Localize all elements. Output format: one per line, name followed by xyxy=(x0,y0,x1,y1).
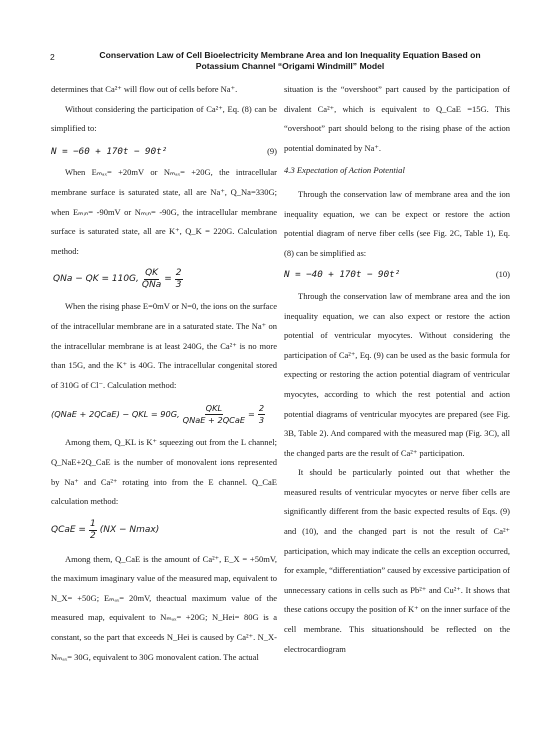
running-header xyxy=(80,50,500,72)
equation-part: QCaE = xyxy=(51,524,86,535)
equals-sign: = xyxy=(248,408,255,419)
equation-9 xyxy=(51,142,277,162)
equation-part: (QNaE + 2QCaE) − QKL = 90G, xyxy=(51,408,180,419)
paragraph: It should be particularly pointed out that whether the measured results of ventricular myocytes or nerve fiber cells are significantly different from the basic expected results of Eqs. (9) and (10), and the changed part is not the result of Ca²⁺ participation, which may indicate the cells an exception occurred, for example, “differentiation” caused by excessive participation of unnecessary cations in cells such as Pb²⁺ and Cu²⁺. It shows that these cations occupy the position of K⁺ on the inner surface of the cell membrane. This situationshould be reflected on the electrocardiogram xyxy=(284,467,510,654)
page-number: 2 xyxy=(50,52,55,62)
equation-b xyxy=(51,395,277,433)
fraction-numerator: 2 xyxy=(175,267,182,278)
equation-part: K = 110G, xyxy=(92,273,139,284)
equation-number: (9) xyxy=(267,145,277,156)
equation-part: (NX − Nmax) xyxy=(99,524,160,535)
header-line-2: Potassium Channel “Origami Windmill” Model xyxy=(195,61,385,71)
equation-text: N = −40 + 170t − 90t² xyxy=(284,269,401,281)
equation-part: Q xyxy=(53,273,61,284)
fraction-numerator: 1 xyxy=(89,519,96,530)
fraction-numerator: QK xyxy=(145,267,159,278)
paragraph: Through the conservation law of membrane area and the ion inequality equation, we can also expect or restore the action potential of ventricular myocytes. Without considering the participation of Ca²⁺, Eq. (9) can be used as the basic formula for expecting or restoring the action potential diagram of ventricular myocytes, according to which the rest potential and action potential diagrams of ventricular myocytes are prepared (see Fig. 3B, Table 2). And compared with the measured map (Fig. 3C), all the changed parts are the result of Ca²⁺ participation. xyxy=(284,290,510,458)
fraction xyxy=(183,403,245,426)
fraction-denominator: 3 xyxy=(175,279,182,290)
left-column xyxy=(51,80,277,667)
paragraph: When the rising phase E=0mV or N=0, the ions on the surface of the intracellular membrane are in a saturated state. The Na⁺ on the intracellular membrane is at least 240G, the Ca²⁺ is no more than 15G, and the K⁺ is 40G. The intracellular congenital stored of 310G of Cl⁻. Calculation method: xyxy=(51,301,277,390)
equals-sign: = xyxy=(164,273,172,284)
fraction-denominator: 2 xyxy=(89,531,96,542)
fraction xyxy=(175,268,183,291)
paragraph: Among them, Q_CaE is the amount of Ca²⁺, E_X = +50mV, the maximum imaginary value of the measured map, equivalent to N_X= +50G; Eₘₐₓ= 20mV, theactual maximum value of the measured map, equivalent to Nₘₐₓ= +20G; N_Hei= 80G is a constant, so the part that exceeds N_Hei is caused by Ca²⁺. N_X-Nₘₐₓ= 30G, equivalent to 30G monovalent cation. The actual xyxy=(51,553,277,662)
fraction xyxy=(142,268,161,291)
fraction-denominator: QNaE + 2QCaE xyxy=(182,414,246,425)
equation-part: Na − Q xyxy=(60,273,93,284)
equation-a xyxy=(51,261,277,297)
paragraph: Through the conservation law of membrane area and the ion inequality equation, we can be expect or restore the action potential diagram of nerve fiber cells (see Fig. 2C, Table 1), Eq. (8) can be simplified as: xyxy=(284,188,510,258)
right-column xyxy=(284,80,510,659)
paragraph: When Eₘₐₓ= +20mV or Nₘₐₓ= +20G, the intracellular membrane surface is saturated state, all are Na⁺, Q_Na=330G; when Eₘᵢₙ= -90mV or Nₘᵢₙ= -90G, the intracellular membrane surface is saturated state, all are K⁺, Q_K = 220G. Calculation method: xyxy=(51,167,277,256)
paragraph: determines that Ca²⁺ will flow out of cells before Na⁺. xyxy=(51,84,238,94)
fraction-denominator: QNa xyxy=(141,279,162,290)
header-line-1: Conservation Law of Cell Bioelectricity Membrane Area and Ion Inequality Equation Based on xyxy=(99,50,481,60)
equation-10 xyxy=(284,265,510,285)
fraction xyxy=(89,519,97,542)
fraction-numerator: QKL xyxy=(205,402,223,413)
paragraph: situation is the “overshoot” part caused by the participation of divalent Ca²⁺, which is equivalent to Q_CaE =15G. This “overshoot” part should belong to the rising phase of the action potential dominated by Na⁺. xyxy=(284,84,510,153)
equation-number: (10) xyxy=(495,269,510,280)
paragraph: Among them, Q_KL is K⁺ squeezing out from the L channel; Q_NaE+2Q_CaE is the number of monovalent ions represented by Na⁺ and Ca²⁺ rotating into from the E channel. Q_CaE calculation method: xyxy=(51,437,277,507)
fraction-numerator: 2 xyxy=(258,402,265,413)
equation-text: N = −60 + 170t − 90t² xyxy=(51,145,168,157)
section-heading: 4.3 Expectation of Action Potential xyxy=(284,165,405,176)
paragraph: Without considering the participation of Ca²⁺, Eq. (8) can be simplified to: xyxy=(51,103,277,134)
equation-c xyxy=(51,512,277,550)
fraction-denominator: 3 xyxy=(258,414,265,425)
fraction xyxy=(258,403,265,426)
